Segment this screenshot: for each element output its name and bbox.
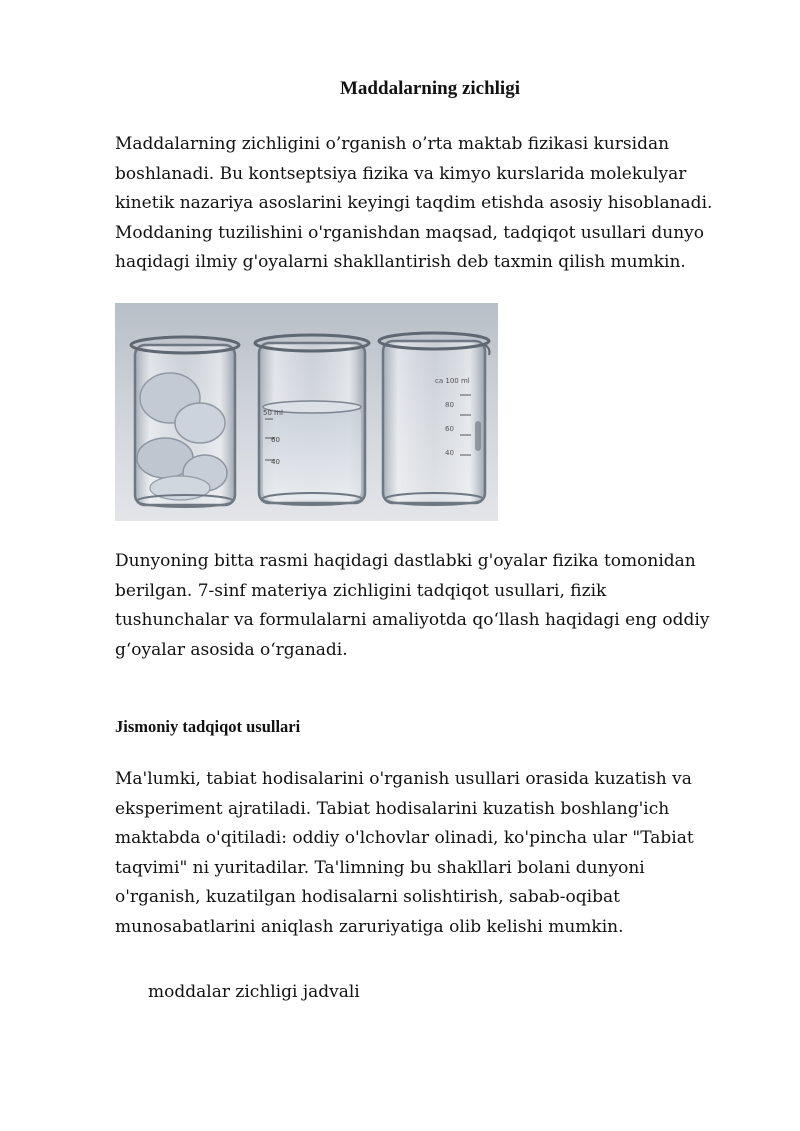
paragraph-line: maktabda o'qitiladi: oddiy o'lchovlar olinadi, ko'pincha ular "Tabiat [115, 828, 694, 848]
paragraph-line: berilgan. 7-sinf materiya zichligini tadqiqot usullari, fizik [115, 580, 607, 601]
third-paragraph [115, 765, 765, 942]
table-caption: moddalar zichligi jadvali [148, 982, 360, 1002]
paragraph-line: Moddaning tuzilishini o'rganishdan maqsad, tadqiqot usullari dunyo [115, 222, 705, 243]
document-title: Maddalarning zichligi [340, 78, 520, 99]
paragraph-line: munosabatlarini aniqlash zaruriyatiga olib kelishi mumkin. [115, 916, 624, 937]
paragraph-line: boshlanadi. Bu kontseptsiya fizika va kimyo kurslarida molekulyar [115, 163, 687, 184]
beaker-mark: 80 [445, 401, 454, 409]
section-heading: Jismoniy tadqiqot usullari [115, 717, 301, 736]
paragraph-line: Ma'lumki, tabiat hodisalarini o'rganish usullari orasida kuzatish va [115, 769, 692, 789]
paragraph-line: haqidagi ilmiy g'oyalarni shakllantirish deb taxmin qilish mumkin. [115, 252, 686, 272]
beaker-mark: 60 [271, 436, 280, 444]
beaker-mark: 40 [271, 458, 280, 466]
beakers-photo [115, 303, 498, 521]
paragraph-line: kinetik nazariya asoslarini keyingi taqdim etishda asosiy hisoblanadi. [115, 193, 713, 213]
intro-paragraph [115, 130, 765, 278]
beaker-empty [379, 333, 490, 505]
paragraph-line: eksperiment ajratiladi. Tabiat hodisalarini kuzatish boshlang'ich [115, 798, 670, 819]
beaker-mark: 60 [445, 425, 454, 433]
beaker-ice [131, 337, 239, 507]
paragraph-line: g‘oyalar asosida o‘rganadi. [115, 639, 348, 660]
beaker-mark: 50 ml [263, 409, 283, 417]
second-paragraph [115, 547, 765, 665]
beaker-mark: 40 [445, 449, 454, 457]
paragraph-line: taqvimi" ni yuritadilar. Ta'limning bu shakllari bolani dunyoni [115, 857, 645, 878]
paragraph-line: Dunyoning bitta rasmi haqidagi dastlabki g'oyalar fizika tomonidan [115, 551, 696, 571]
beaker-mark: ca 100 ml [435, 377, 470, 385]
paragraph-line: tushunchalar va formulalarni amaliyotda qo‘llash haqidagi eng oddiy [115, 610, 710, 630]
paragraph-line: Maddalarning zichligini o’rganish o’rta maktab fizikasi kursidan [115, 134, 670, 154]
paragraph-line: o'rganish, kuzatilgan hodisalarni solishtirish, sabab-oqibat [115, 887, 620, 907]
beaker-water [255, 335, 369, 505]
